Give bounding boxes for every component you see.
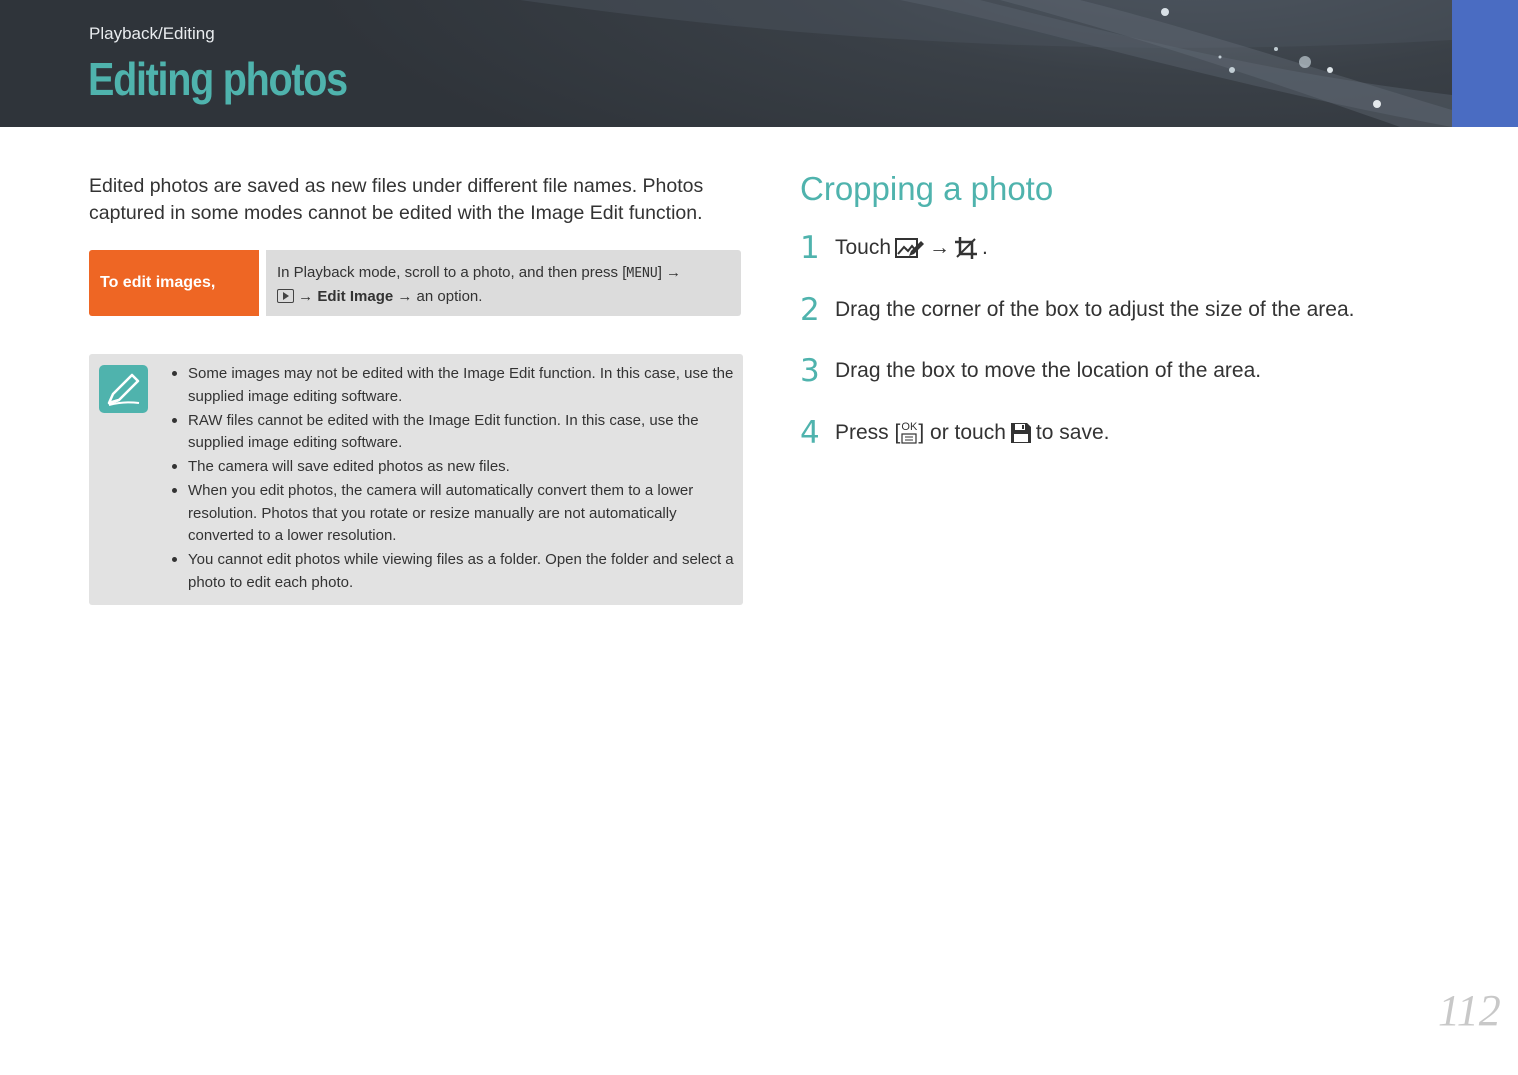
step-number: 4 [800,415,820,451]
step-3: 3 Drag the box to move the location of the area. [800,353,1262,389]
list-item: The camera will save edited photos as new files. [171,456,737,479]
menu-key: MENU [626,266,658,281]
list-item: RAW files cannot be edited with the Image Edit function. In this case, use the supplied image editing software. [171,410,737,455]
step-number: 2 [800,292,820,328]
page-title: Editing photos [88,53,347,105]
step-2: 2 Drag the corner of the box to adjust the size of the area. [800,292,1355,328]
note-list [171,363,737,596]
howto-line-2: → Edit Image → an option. [277,285,731,308]
note-box [89,354,743,605]
step-4: 4 Press [ OK ] or touch to save. [800,415,1110,451]
breadcrumb: Playback/Editing [89,24,215,43]
list-item: When you edit photos, the camera will automatically convert them to a lower resolution. Photos that you rotate or resize manually are not automatically converted to a lower resolution. [171,480,737,548]
step-number: 3 [800,353,820,389]
save-icon[interactable] [1010,422,1032,444]
crop-icon[interactable] [954,236,978,260]
howto-line-1: In Playback mode, scroll to a photo, and then press [MENU] → [277,264,682,281]
edit-image-icon[interactable] [895,236,925,260]
howto-label: To edit images, [89,250,259,316]
step-number: 1 [800,230,820,266]
playback-icon [277,289,294,303]
ok-button-icon[interactable]: OK [901,422,917,444]
header-banner [0,0,1452,127]
page-number: 112 [1438,986,1501,1035]
edit-image-label: Edit Image [317,288,394,305]
list-item: You cannot edit photos while viewing files as a folder. Open the folder and select a photo to edit each photo. [171,549,737,594]
section-title: Cropping a photo [800,170,1054,207]
section-tab[interactable] [1452,0,1518,127]
step-1: 1 Touch → . [800,230,988,266]
list-item: Some images may not be edited with the Image Edit function. In this case, use the supplied image editing software. [171,363,737,408]
howto-instructions [266,250,741,316]
intro-paragraph: Edited photos are saved as new files under different file names. Photos captured in some modes cannot be edited with the Image Edit function. [89,175,704,224]
note-pen-icon [99,365,148,413]
